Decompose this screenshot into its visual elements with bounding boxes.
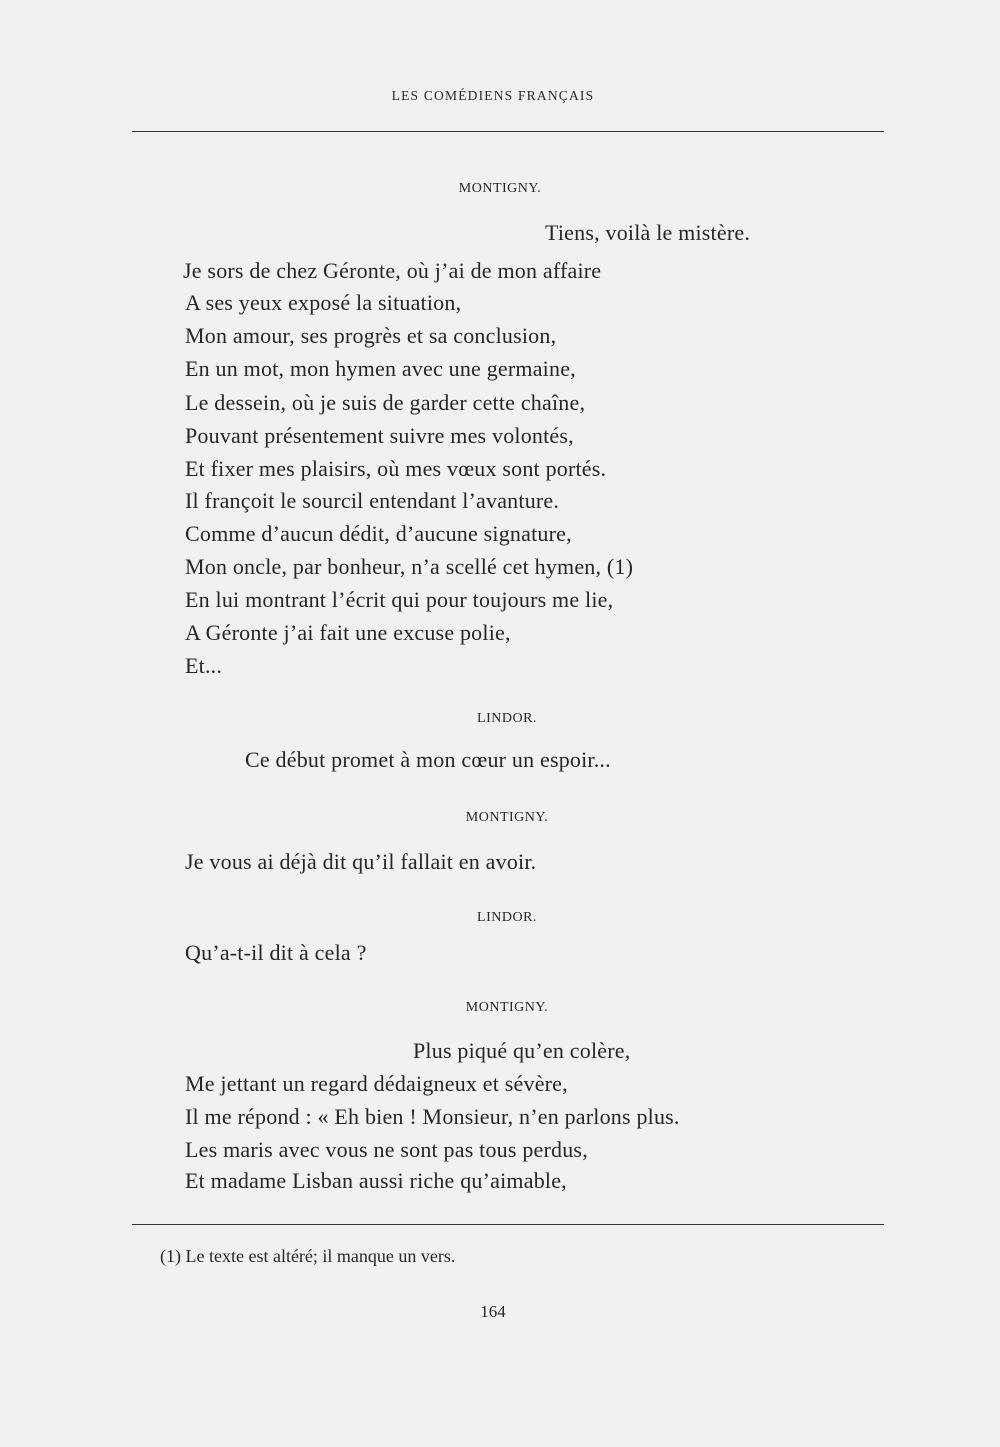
- verse-line: Me jettant un regard dédaigneux et sévère,: [185, 1071, 568, 1096]
- verse-line: Je vous ai déjà dit qu’il fallait en avoir.: [185, 849, 537, 874]
- speaker-name: MONTIGNY.: [465, 1000, 549, 1015]
- verse-line: Il me répond : « Eh bien ! Monsieur, n’en parlons plus.: [185, 1104, 680, 1129]
- verse-line: Mon oncle, par bonheur, n’a scellé cet hymen, (1): [185, 554, 634, 579]
- verse-line: Pouvant présentement suivre mes volontés,: [185, 423, 574, 448]
- verse-line: En un mot, mon hymen avec une germaine,: [185, 356, 576, 381]
- footnote-rule: [132, 1224, 884, 1225]
- verse-line: Il françoit le sourcil entendant l’avanture.: [185, 488, 560, 513]
- verse-line: Mon amour, ses progrès et sa conclusion,: [185, 323, 557, 348]
- speaker-name: LINDOR.: [477, 910, 537, 925]
- verse-line: Je sors de chez Géronte, où j’ai de mon affaire: [183, 258, 602, 283]
- verse-line: A Géronte j’ai fait une excuse polie,: [185, 620, 511, 645]
- verse-line: Plus piqué qu’en colère,: [413, 1038, 631, 1063]
- verse-line: A ses yeux exposé la situation,: [185, 290, 462, 315]
- verse-line: Et fixer mes plaisirs, où mes vœux sont portés.: [185, 456, 607, 481]
- speaker-name: MONTIGNY.: [465, 810, 549, 825]
- verse-line: Ce début promet à mon cœur un espoir...: [245, 747, 611, 772]
- speaker-name: MONTIGNY.: [458, 181, 542, 196]
- footnote: (1) Le texte est altéré; il manque un vers.: [160, 1246, 456, 1266]
- verse-line: Comme d’aucun dédit, d’aucune signature,: [185, 521, 572, 546]
- verse-line: Et...: [185, 653, 223, 678]
- speaker-name: LINDOR.: [477, 711, 537, 726]
- verse-line: Les maris avec vous ne sont pas tous perdus,: [185, 1137, 588, 1162]
- running-header: LES COMÉDIENS FRANÇAIS: [391, 88, 595, 103]
- header-rule: [132, 131, 884, 132]
- page-number: 164: [480, 1302, 506, 1321]
- verse-line: Qu’a-t-il dit à cela ?: [185, 940, 367, 965]
- verse-line: Et madame Lisban aussi riche qu’aimable,: [185, 1168, 567, 1193]
- verse-line: Le dessein, où je suis de garder cette chaîne,: [185, 390, 586, 415]
- verse-line: Tiens, voilà le mistère.: [545, 220, 751, 245]
- verse-line: En lui montrant l’écrit qui pour toujours me lie,: [185, 587, 614, 612]
